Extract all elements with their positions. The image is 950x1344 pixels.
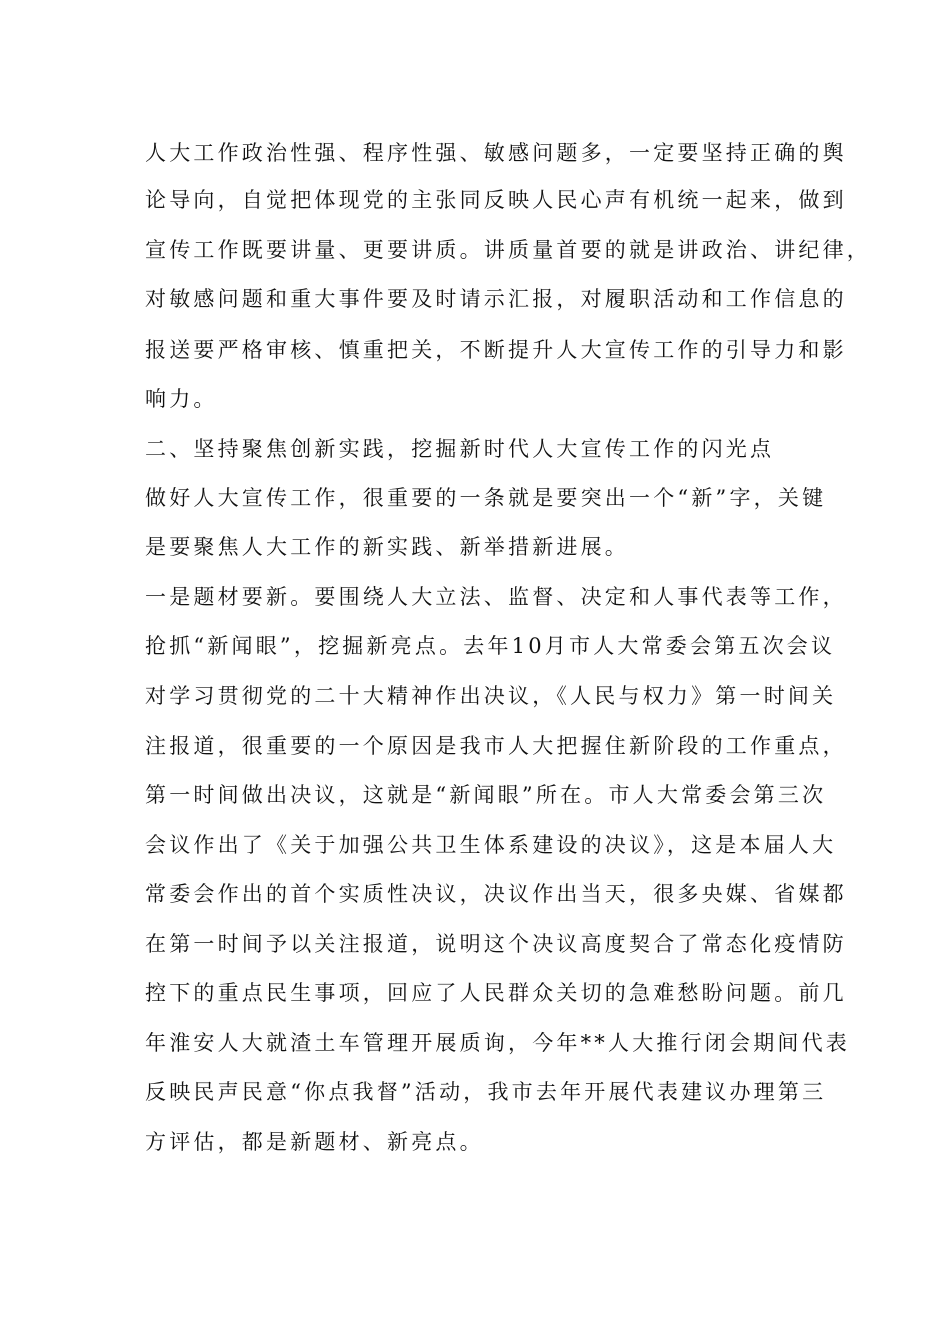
text-line: 反映民声民意“你点我督”活动，我市去年开展代表建议办理第三 (145, 1080, 827, 1104)
text-line: 是要聚焦人大工作的新实践、新举措新进展。 (145, 535, 629, 559)
text-line: 一是题材要新。要围绕人大立法、监督、决定和人事代表等工作， (145, 585, 847, 609)
text-line: 抢抓“新闻眼”，挖掘新亮点。去年10月市人大常委会第五次会议 (145, 634, 836, 658)
text-line: 控下的重点民生事项，回应了人民群众关切的急难愁盼问题。前几 (145, 981, 847, 1005)
text-line: 注报道，很重要的一个原因是我市人大把握住新阶段的工作重点， (145, 734, 847, 758)
text-line: 常委会作出的首个实质性决议，决议作出当天，很多央媒、省媒都 (145, 882, 847, 906)
text-line: 会议作出了《关于加强公共卫生体系建设的决议》，这是本届人大 (145, 833, 837, 857)
text-line: 人大工作政治性强、程序性强、敏感问题多，一定要坚持正确的舆 (145, 141, 847, 165)
text-line: 在第一时间予以关注报道，说明这个决议高度契合了常态化疫情防 (145, 932, 847, 956)
text-line: 响力。 (145, 387, 218, 411)
text-line: 方评估，都是新题材、新亮点。 (145, 1130, 484, 1154)
text-line: 年淮安人大就渣土车管理开展质询，今年**人大推行闭会期间代表 (145, 1031, 850, 1055)
text-line: 论导向，自觉把体现党的主张同反映人民心声有机统一起来，做到 (145, 188, 847, 212)
text-line: 第一时间做出决议，这就是“新闻眼”所在。市人大常委会第三次 (145, 783, 827, 807)
text-line: 对学习贯彻党的二十大精神作出决议，《人民与权力》第一时间关 (145, 684, 837, 708)
text-line: 报送要严格审核、慎重把关，不断提升人大宣传工作的引导力和影 (145, 338, 847, 362)
text-line: 做好人大宣传工作，很重要的一条就是要突出一个“新”字，关键 (145, 486, 827, 510)
section-heading: 二、坚持聚焦创新实践，挖掘新时代人大宣传工作的闪光点 (145, 437, 775, 461)
text-line: 对敏感问题和重大事件要及时请示汇报，对履职活动和工作信息的 (145, 287, 847, 311)
text-line: 宣传工作既要讲量、更要讲质。讲质量首要的就是讲政治、讲纪律， (145, 238, 871, 262)
